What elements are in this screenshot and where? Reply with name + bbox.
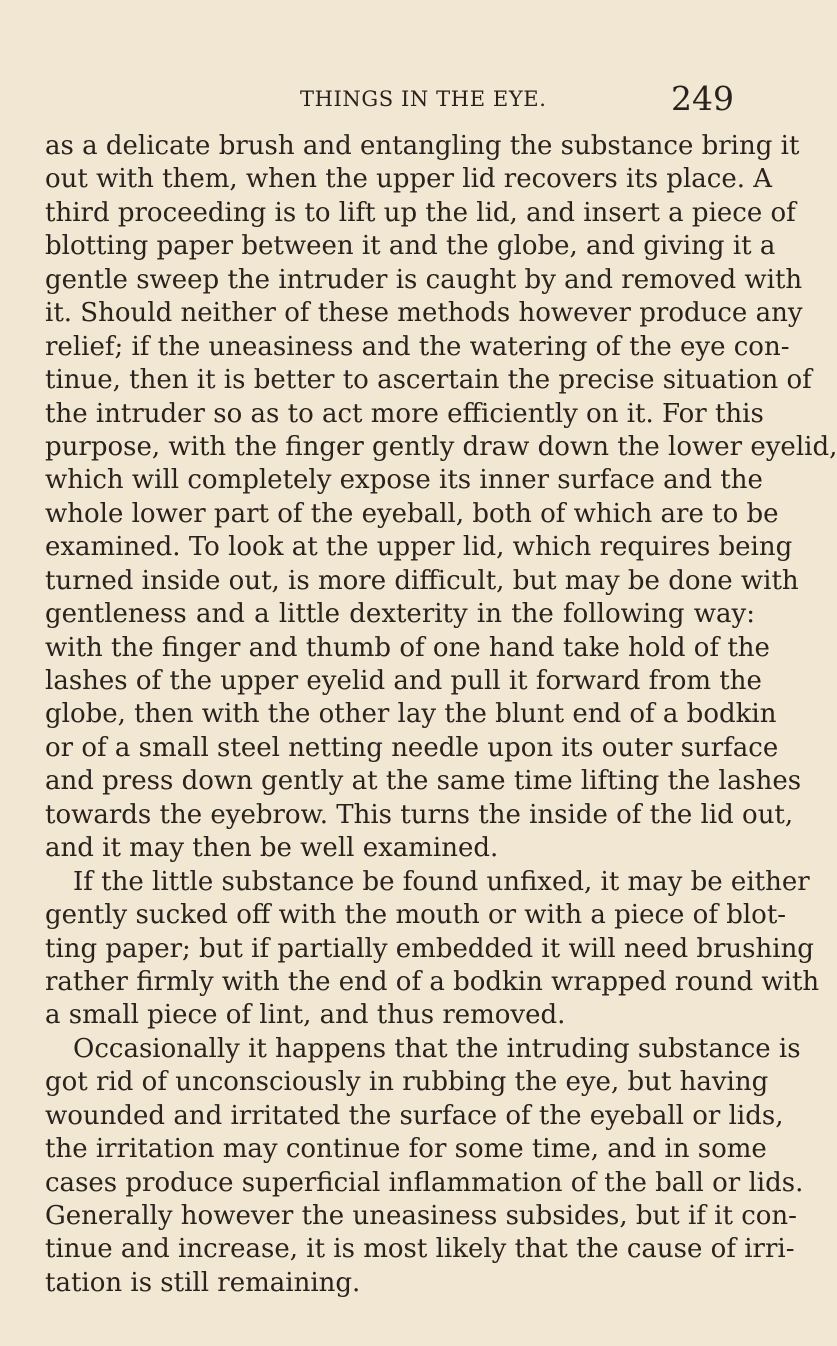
text-line: towards the eyebrow. This turns the inside of the lid out, <box>45 799 794 830</box>
text-line: the irritation may continue for some time, and in some <box>45 1134 767 1165</box>
running-head: THINGS IN THE EYE. <box>300 87 547 111</box>
paragraph-3 <box>45 1033 804 1301</box>
text-line: as a delicate brush and entangling the substance bring it <box>45 131 800 161</box>
text-line: or of a small steel netting needle upon its outer surface <box>45 732 779 763</box>
text-line: tation is still remaining. <box>45 1267 361 1298</box>
text-line: out with them, when the upper lid recovers its place. A <box>45 164 773 195</box>
text-line: the intruder so as to act more efficiently on it. For this <box>45 398 764 429</box>
text-line: lashes of the upper eyelid and pull it forward from the <box>45 666 762 696</box>
paragraph-1 <box>45 130 837 866</box>
paragraph-2 <box>45 866 820 1033</box>
text-line: Generally however the uneasiness subsides, but if it con- <box>45 1201 797 1231</box>
page-header <box>0 80 800 120</box>
text-line: If the little substance be found unfixed, it may be either <box>73 866 810 897</box>
text-line: gently sucked off with the mouth or with a piece of blot- <box>45 900 787 931</box>
text-line: examined. To look at the upper lid, which requires being <box>45 532 793 563</box>
text-line: and press down gently at the same time lifting the lashes <box>45 766 802 797</box>
text-line: tinue, then it is better to ascertain the precise situation of <box>45 365 812 396</box>
text-line: and it may then be well examined. <box>45 833 499 864</box>
body-text <box>45 130 837 1300</box>
text-line: with the finger and thumb of one hand take hold of the <box>45 632 770 663</box>
text-line: third proceeding is to lift up the lid, and insert a piece of <box>45 197 796 228</box>
text-line: globe, then with the other lay the blunt end of a bodkin <box>45 699 777 730</box>
text-line: gentle sweep the intruder is caught by and removed with <box>45 264 803 295</box>
text-line: blotting paper between it and the globe, and giving it a <box>45 231 776 262</box>
text-line: tinue and increase, it is most likely that the cause of irri- <box>45 1234 795 1265</box>
text-line: a small piece of lint, and thus removed. <box>45 1000 566 1031</box>
text-line: gentleness and a little dexterity in the following way: <box>45 599 755 630</box>
text-line: cases produce superficial inflammation of the ball or lids. <box>45 1167 804 1198</box>
text-line: got rid of unconsciously in rubbing the eye, but having <box>45 1067 769 1098</box>
text-line: relief; if the uneasiness and the watering of the eye con- <box>45 331 790 362</box>
text-line: rather firmly with the end of a bodkin wrapped round with <box>45 966 820 997</box>
text-line: it. Should neither of these methods however produce any <box>45 298 803 329</box>
text-line: whole lower part of the eyeball, both of which are to be <box>45 498 779 529</box>
page-number: 249 <box>671 79 734 118</box>
text-line: purpose, with the finger gently draw down the lower eyelid, <box>45 431 837 462</box>
text-line: turned inside out, is more difficult, but may be done with <box>45 565 799 596</box>
text-line: which will completely expose its inner surface and the <box>45 465 763 496</box>
text-line: Occasionally it happens that the intruding substance is <box>73 1033 801 1064</box>
text-line: ting paper; but if partially embedded it will need brushing <box>45 933 814 964</box>
text-line: wounded and irritated the surface of the eyeball or lids, <box>45 1100 784 1131</box>
